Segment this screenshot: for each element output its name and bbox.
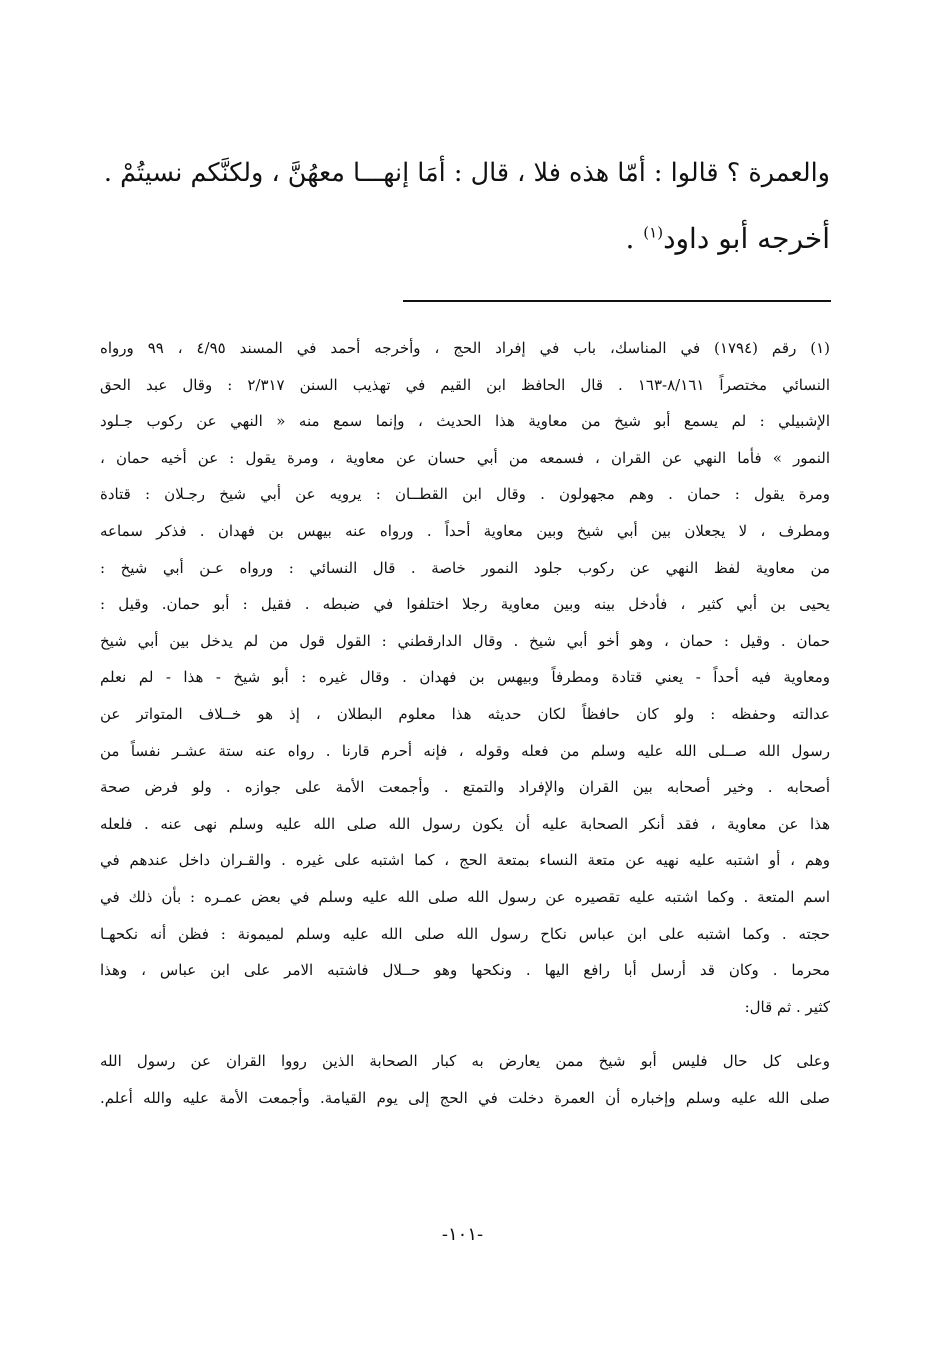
footnote-line: حمان . وقيل : حمان ، وهو أخو أبي شيخ . وقال الدارقطني : القول قول من لم يدخل بين أبي شيخ: [100, 631, 830, 650]
footnote-gap: [100, 1025, 830, 1043]
footnote-line: اسم المتعة . وكما اشتبه عليه تقصيره عن رسول الله صلى الله عليه وسلم في بعض عمـره : بأن ذلك في: [100, 887, 830, 906]
footnote-line: أصحابه . وخير أصحابه بين القران والإفراد والتمتع . وأجمعت الأمة على جوازه . ولو فرض صحة: [100, 778, 830, 797]
footnote-line: الإشبيلي : لم يسمع أبو شيخ من معاوية هذا الحديث ، وإنما سمع منه « النهي عن ركوب جـلود: [100, 412, 830, 431]
footnote-line: ومعاوية فيه أحداً - يعني قتادة ومطرفاً وبيهس بن فهدان . وقال غيره : أبو شيخ - هذا - لم نعلم: [100, 668, 830, 687]
main-text-line-2: [100, 206, 830, 272]
footnote-line: حجته . وكما اشتبه على ابن عباس نكاح رسول الله صلى الله عليه وسلم لميمونة : فظن أنه نكحهـا: [100, 924, 830, 943]
main-text-line-1: والعمرة ؟ قالوا : أمّا هذه فلا ، قال : أمَا إنهـــا معهُنَّ ، ولكنَّكم نسيتُمْ .: [103, 158, 830, 188]
footnote-closing-line: وعلى كل حال فليس أبو شيخ ممن يعارض به كبار الصحابة الذين رووا القران عن رسول الله: [100, 1052, 830, 1071]
main-text: [100, 140, 830, 272]
main-text-citation: أخرجه أبو داود: [663, 222, 830, 255]
footnote-line: رسول الله صــلى الله عليه وسلم من فعله وقوله ، فإنه أحرم قارنا . رواه عنه ستة عشـر نفساً من: [100, 741, 830, 760]
footnote-line: ومرة يقول : حمان . وهم مجهولون . وقال ابن القطــان : يرويه عن أبي شيخ رجـلان : قتادة: [100, 485, 830, 504]
footnote-separator: [403, 300, 831, 302]
footnote-line: من معاوية لفظ النهي عن ركوب جلود النمور خاصة . قال النسائي : ورواه عـن أبي شيخ :: [100, 558, 830, 577]
footnote-line: ومطرف ، لا يجعلان بين أبي شيخ وبين معاوية أحداً . ورواه عنه بيهس بن فهدان . فذكر سماعه: [100, 521, 830, 540]
footnote-marker: (١): [643, 223, 664, 242]
page-number: -١٠١-: [441, 1224, 484, 1245]
footnote: [100, 330, 830, 1116]
footnote-line: وهم ، أو اشتبه عليه نهيه عن متعة النساء بمتعة الحج ، كما اشتبه على غيره . والقـران داخل عندهم في: [100, 851, 830, 870]
footnote-closing-line: صلى الله عليه وسلم وإخباره أن العمرة دخلت في الحج إلى يوم القيامة. وأجمعت الأمة عليه والله أعلم.: [100, 1088, 830, 1107]
footnote-line: هذا عن معاوية ، فقد أنكر الصحابة عليه أن يكون رسول الله صلى الله عليه وسلم نهى عنه . فلعله: [100, 814, 830, 833]
footnote-line: النمور » فأما النهي عن القران ، فسمعه من أبي حسان عن معاوية ، ومرة يقول : عن أخيه حمان ،: [100, 448, 830, 467]
footnote-line: يحيى بن أبي كثير ، فأدخل بينه وبين معاوية رجلا اختلفوا في ضبطه . فقيل : أبو حمان. وقيل :: [100, 595, 830, 614]
main-text-end: .: [625, 222, 644, 255]
footnote-line: (١) رقم (١٧٩٤) في المناسك، باب في إفراد الحج ، وأخرجه أحمد في المسند ٤/٩٥ ، ٩٩ ورواه: [100, 339, 830, 357]
footnote-line: كثير . ثم قال:: [744, 997, 830, 1016]
footnote-line: محرما . وكان قد أرسل أبا رافع اليها . ونكحها وهو حــلال فاشتبه الامر على ابن عباس ، وهذا: [100, 961, 830, 980]
footnote-line: عدالته وحفظه : ولو كان حافظاً لكان حديثه هذا معلوم البطلان ، إذ هو خــلاف المتواتر عن: [100, 704, 830, 723]
footnote-line: النسائي مختصراً ٨/١٦١-١٦٣ . قال الحافظ ابن القيم في تهذيب السنن ٢/٣١٧ : وقال عبد الحق: [100, 375, 830, 394]
